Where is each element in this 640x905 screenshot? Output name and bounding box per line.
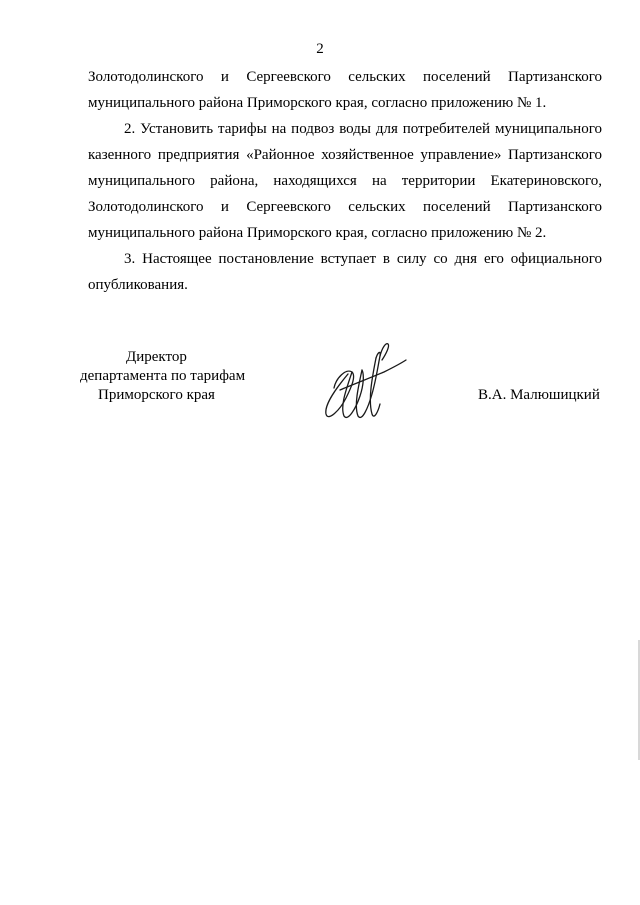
signer-title-line: департамента по тарифам bbox=[80, 368, 246, 384]
paragraph-line: муниципального района, находящихся на территории Екатериновского, bbox=[88, 173, 602, 189]
paragraph-line: Золотодолинского и Сергеевского сельских поселений Партизанского bbox=[88, 69, 602, 85]
page-number: 2 bbox=[316, 41, 324, 57]
paragraph-line: муниципального района Приморского края, согласно приложению № 2. bbox=[88, 225, 547, 241]
paragraph-line: Золотодолинского и Сергеевского сельских поселений Партизанского bbox=[88, 199, 602, 215]
paragraph-line: 2. Установить тарифы на подвоз воды для потребителей муниципального bbox=[124, 121, 602, 137]
signer-title bbox=[80, 348, 260, 405]
paragraph-2 bbox=[88, 116, 602, 246]
signer-title-line: Приморского края bbox=[98, 387, 215, 403]
paragraph-line: 3. Настоящее постановление вступает в силу со дня его официального bbox=[124, 251, 602, 267]
paragraph-line: опубликования. bbox=[88, 277, 188, 293]
paragraph-line: казенного предприятия «Районное хозяйственное управление» Партизанского bbox=[88, 147, 602, 163]
paragraph-1 bbox=[88, 64, 602, 116]
paragraph-3 bbox=[88, 246, 602, 298]
signer-name: В.А. Малюшицкий bbox=[478, 387, 600, 403]
handwritten-signature bbox=[318, 338, 410, 424]
signer-title-line: Директор bbox=[126, 349, 187, 365]
paragraph-line: муниципального района Приморского края, согласно приложению № 1. bbox=[88, 95, 547, 111]
